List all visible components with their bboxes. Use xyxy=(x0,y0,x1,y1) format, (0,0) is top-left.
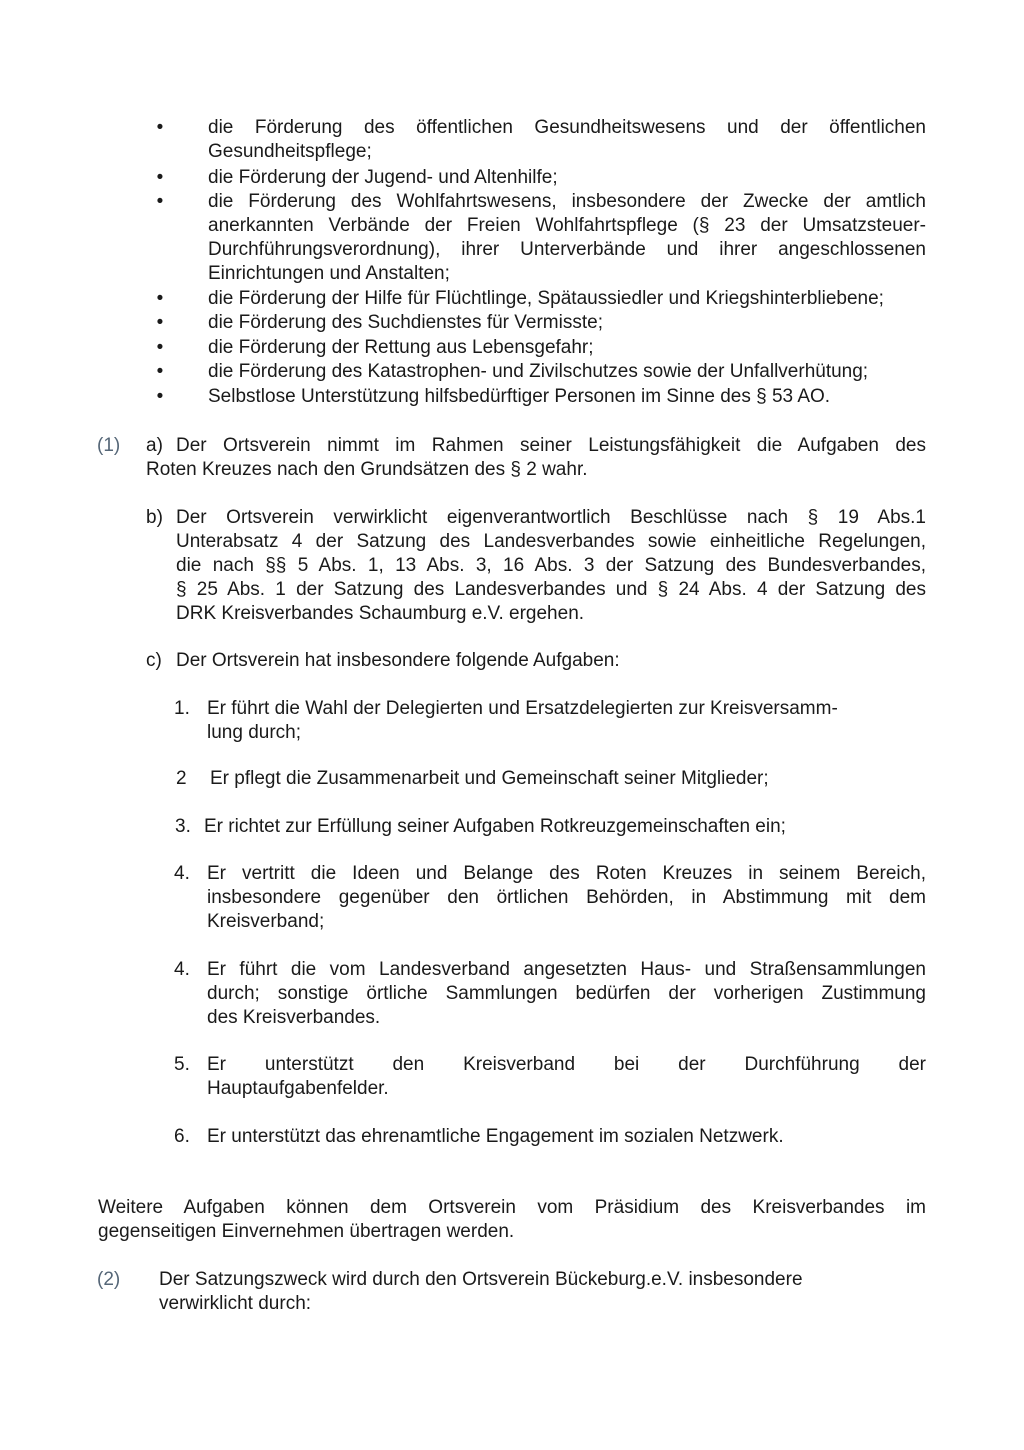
text-line: Er führt die vom Landesverband angesetzten Haus- und Straßensammlungen xyxy=(207,959,926,980)
text-line: Der Ortsverein verwirklicht eigenverantwortlich Beschlüsse nach § 19 Abs.1 xyxy=(176,507,926,528)
text-line: Er vertritt die Ideen und Belange des Roten Kreuzes in seinem Bereich, xyxy=(207,863,926,884)
text-line: Er richtet zur Erfüllung seiner Aufgaben Rotkreuzgemeinschaften ein; xyxy=(204,816,786,837)
text-line: Er pflegt die Zusammenarbeit und Gemeinschaft seiner Mitglieder; xyxy=(210,768,769,789)
text-line: Hauptaufgabenfelder. xyxy=(207,1078,389,1099)
list-item xyxy=(207,862,926,934)
subsection-label-c: c) xyxy=(146,650,162,671)
text-line: die Förderung des Katastrophen- und Zivilschutzes sowie der Unfallverhütung; xyxy=(208,361,869,382)
text-line: Gesundheitspflege; xyxy=(208,141,372,162)
further-tasks-paragraph xyxy=(98,1196,926,1244)
list-item xyxy=(207,697,897,745)
list-item xyxy=(207,1053,926,1101)
text-line: des Kreisverbandes. xyxy=(207,1007,381,1028)
list-item xyxy=(208,287,948,311)
text-line: DRK Kreisverbandes Schaumburg e.V. ergehen. xyxy=(176,603,585,624)
task-number: 3. xyxy=(175,816,191,837)
text-line: Er führt die Wahl der Delegierten und Ersatzdelegierten zur Kreisversamm- xyxy=(207,698,838,719)
section-marker-2: (2) xyxy=(97,1269,121,1290)
list-item xyxy=(210,767,929,791)
subsection-b xyxy=(176,506,926,626)
list-item xyxy=(208,116,926,164)
list-item xyxy=(208,360,938,384)
text-line: Roten Kreuzes nach den Grundsätzen des § 2 wahr. xyxy=(146,459,588,480)
text-line: gegenseitigen Einvernehmen übertragen werden. xyxy=(98,1221,515,1242)
subsection-c xyxy=(176,649,926,673)
list-item xyxy=(208,336,926,360)
text-line: insbesondere gegenüber den örtlichen Behörden, in Abstimmung mit dem xyxy=(207,887,926,908)
text-line: verwirklicht durch: xyxy=(159,1293,312,1314)
text-line: die Förderung des Wohlfahrtswesens, insbesondere der Zwecke der amtlich xyxy=(208,191,926,212)
subsection-label-a: a) xyxy=(146,435,163,456)
text-line: Er unterstützt den Kreisverband bei der Durchführung der xyxy=(207,1054,926,1075)
list-item xyxy=(208,385,926,409)
bullet-icon: • xyxy=(156,167,164,188)
list-item xyxy=(208,166,926,190)
task-number: 4. xyxy=(174,863,190,884)
bullet-icon: • xyxy=(156,117,164,138)
section-2-paragraph xyxy=(159,1268,926,1316)
subsection-label-b: b) xyxy=(146,507,163,528)
text-line: die Förderung des öffentlichen Gesundheitswesens und der öffentlichen xyxy=(208,117,926,138)
task-number: 6. xyxy=(174,1126,190,1147)
subsection-a-continuation xyxy=(146,458,926,482)
bullet-icon: • xyxy=(156,386,164,407)
text-line: die Förderung des Suchdienstes für Vermisste; xyxy=(208,312,603,333)
text-line: Einrichtungen und Anstalten; xyxy=(208,263,450,284)
bullet-icon: • xyxy=(156,191,164,212)
task-number: 5. xyxy=(174,1054,190,1075)
text-line: Durchführungsverordnung), ihrer Unterverbände und ihrer angeschlossenen xyxy=(208,239,926,260)
bullet-icon: • xyxy=(156,337,164,358)
list-item xyxy=(208,311,926,335)
list-item xyxy=(208,190,926,286)
text-line: die Förderung der Jugend- und Altenhilfe; xyxy=(208,167,558,188)
task-number: 1. xyxy=(174,698,190,719)
text-line: Kreisverband; xyxy=(207,911,325,932)
text-line: § 25 Abs. 1 der Satzung des Landesverbandes und § 24 Abs. 4 der Satzung des xyxy=(176,579,926,600)
list-item xyxy=(207,1125,926,1149)
text-line: die Förderung der Hilfe für Flüchtlinge, Spätaussiedler und Kriegshinterbliebene; xyxy=(208,288,884,309)
bullet-icon: • xyxy=(156,312,164,333)
text-line: die nach §§ 5 Abs. 1, 13 Abs. 3, 16 Abs. 3 der Satzung des Bundesverbandes, xyxy=(176,555,926,576)
text-line: durch; sonstige örtliche Sammlungen bedürfen der vorherigen Zustimmung xyxy=(207,983,926,1004)
section-marker-1: (1) xyxy=(97,435,121,456)
text-line: Der Ortsverein nimmt im Rahmen seiner Leistungsfähigkeit die Aufgaben des xyxy=(176,435,926,456)
text-line: Weitere Aufgaben können dem Ortsverein vom Präsidium des Kreisverbandes im xyxy=(98,1197,926,1218)
bullet-icon: • xyxy=(156,361,164,382)
task-number: 4. xyxy=(174,959,190,980)
list-item xyxy=(207,958,926,1030)
bullet-icon: • xyxy=(156,288,164,309)
text-line: Selbstlose Unterstützung hilfsbedürftiger Personen im Sinne des § 53 AO. xyxy=(208,386,831,407)
list-item xyxy=(204,815,923,839)
text-line: Der Satzungszweck wird durch den Ortsverein Bückeburg.e.V. insbesondere xyxy=(159,1269,803,1290)
text-line: Unterabsatz 4 der Satzung des Landesverbandes sowie einheitliche Regelungen, xyxy=(176,531,926,552)
text-line: Der Ortsverein hat insbesondere folgende Aufgaben: xyxy=(176,650,620,671)
text-line: lung durch; xyxy=(207,722,302,743)
subsection-a xyxy=(176,434,926,458)
text-line: die Förderung der Rettung aus Lebensgefahr; xyxy=(208,337,594,358)
text-line: anerkannten Verbände der Freien Wohlfahrtspflege (§ 23 der Umsatzsteuer- xyxy=(208,215,926,236)
task-number: 2 xyxy=(176,768,187,789)
text-line: Er unterstützt das ehrenamtliche Engagement im sozialen Netzwerk. xyxy=(207,1126,784,1147)
